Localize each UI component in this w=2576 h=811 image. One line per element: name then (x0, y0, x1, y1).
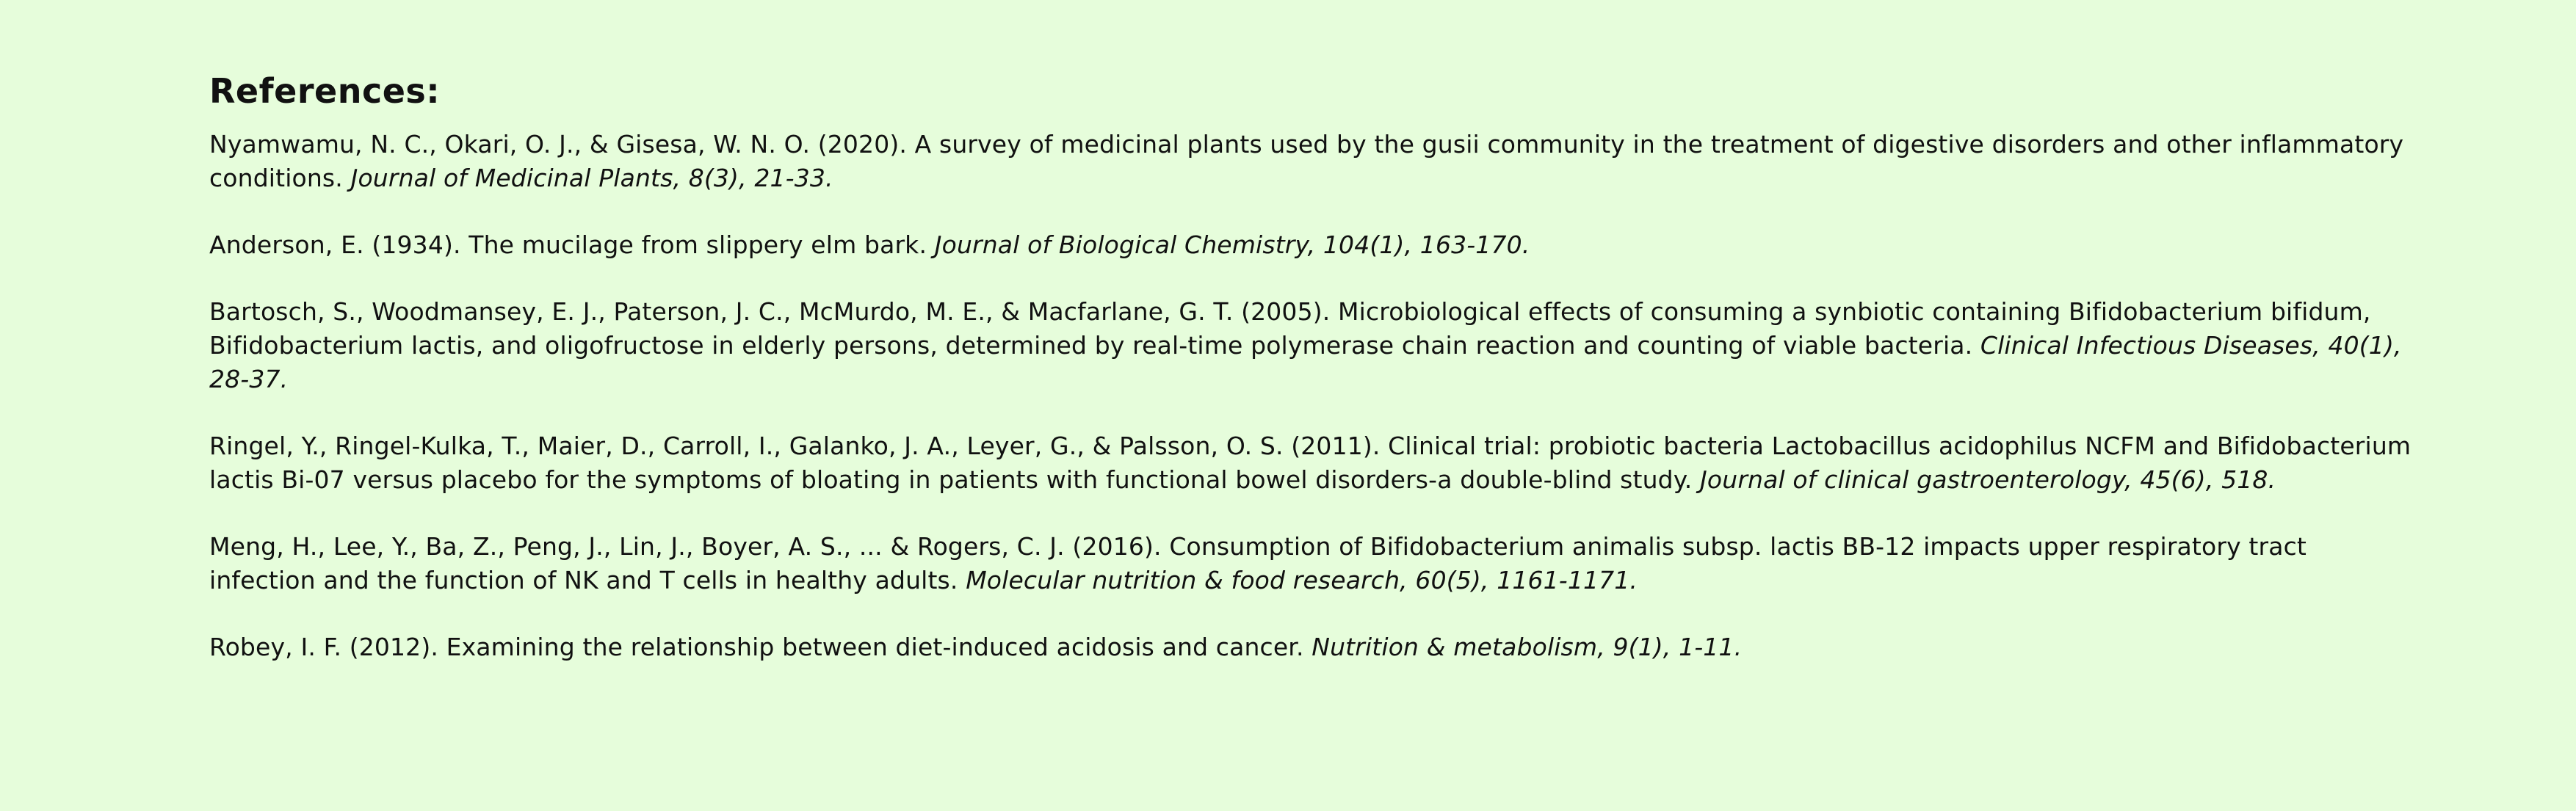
reference-journal: Journal of clinical gastroenterology, 45(6), 518. (1700, 465, 2276, 494)
reference-item (209, 295, 2412, 396)
reference-list (209, 128, 2412, 664)
reference-citation: Bartosch, S., Woodmansey, E. J., Paterson, J. C., McMurdo, M. E., & Macfarlane, G. T. (2005). Microbiological effects of consuming a synbiotic containing Bifidobacterium bifidum, Bifidobacterium lactis, and oligofructose in elderly persons, determined by real-time polymerase chain reaction and counting of viable bacteria. (209, 297, 2371, 360)
reference-citation: Nyamwamu, N. C., Okari, O. J., & Gisesa, W. N. O. (2020). A survey of medicinal plants used by the gusii community in the treatment of digestive disorders and other inflammatory conditions. (209, 130, 2404, 192)
references-heading: References: (209, 71, 441, 111)
reference-journal: Molecular nutrition & food research, 60(5), 1161-1171. (966, 566, 1638, 594)
reference-citation: Anderson, E. (1934). The mucilage from slippery elm bark. (209, 230, 935, 259)
reference-item (209, 128, 2412, 195)
reference-citation: Ringel, Y., Ringel-Kulka, T., Maier, D., Carroll, I., Galanko, J. A., Leyer, G., & Palsson, O. S. (2011). Clinical trial: probiotic bacteria Lactobacillus acidophilus NCFM and Bifidobacterium lactis Bi-07 versus placebo for the symptoms of bloating in patients with functional bowel disorders-a double-blind study. (209, 432, 2412, 494)
reference-journal: Clinical Infectious Diseases, 40(1), 28-37. (209, 331, 2402, 393)
reference-journal: Journal of Biological Chemistry, 104(1), 163-170. (934, 230, 1530, 259)
reference-citation: Robey, I. F. (2012). Examining the relationship between diet-induced acidosis and cancer. (209, 633, 1312, 661)
reference-item (209, 630, 2412, 664)
reference-item (209, 530, 2412, 597)
reference-item (209, 228, 2412, 262)
references-section (209, 68, 2412, 697)
reference-item (209, 429, 2412, 497)
reference-journal: Journal of Medicinal Plants, 8(3), 21-33. (350, 164, 833, 192)
reference-journal: Nutrition & metabolism, 9(1), 1-11. (1311, 633, 1743, 661)
reference-citation: Meng, H., Lee, Y., Ba, Z., Peng, J., Lin, J., Boyer, A. S., ... & Rogers, C. J. (2016). Consumption of Bifidobacterium animalis subsp. lactis BB-12 impacts upper respiratory tract infection and the function of NK and T cells in healthy adults. (209, 532, 2307, 594)
